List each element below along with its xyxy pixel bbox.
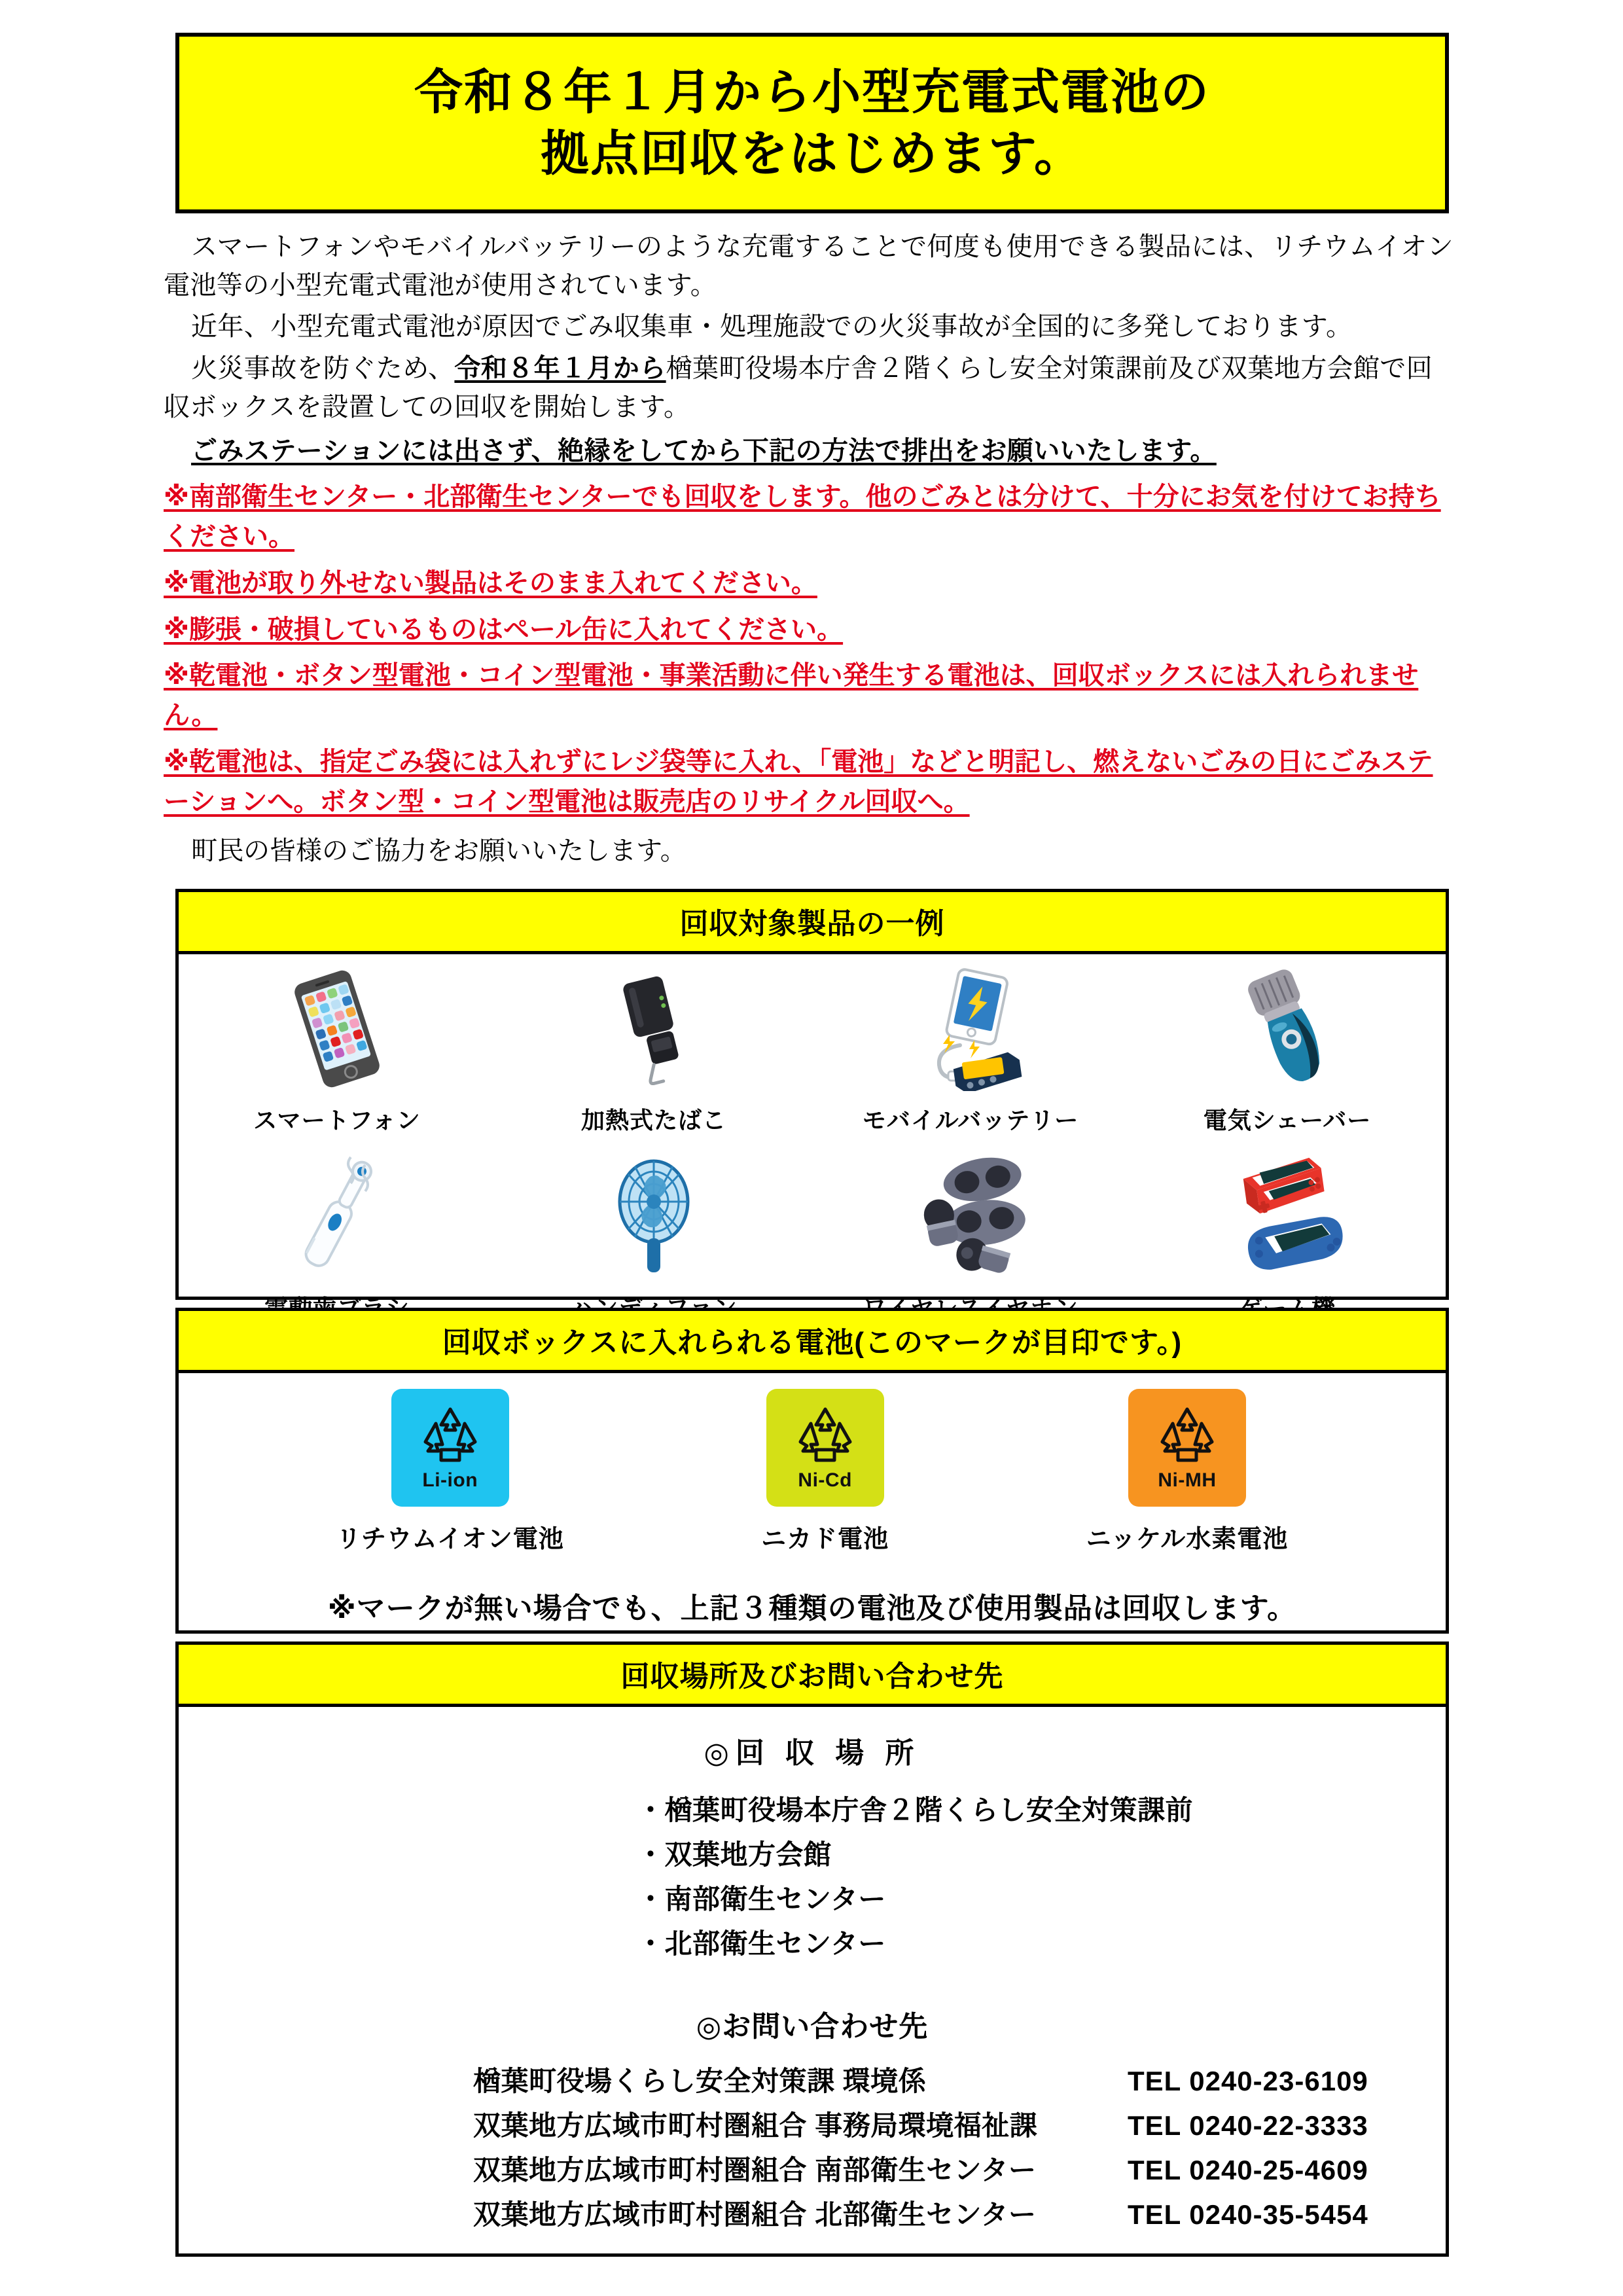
battery-label: リチウムイオン電池 (336, 1526, 564, 1553)
contact-tel: TEL 0240-35-5454 (1128, 2199, 1368, 2231)
p3-prefix: 火災事故を防ぐため、 (191, 353, 455, 383)
recycle-icon (418, 1404, 483, 1467)
product-item-handy-fan (495, 1142, 812, 1330)
warning-line-3 (164, 610, 1457, 650)
wireless-earphones-icon (899, 1151, 1043, 1282)
intro-emphasis-line: ごみステーションには出さず、絶縁をしてから下記の方法で排出をお願いいたします。 (191, 436, 1217, 465)
warning-line-3-text: ※膨張・破損しているものはペール缶に入れてください。 (164, 615, 844, 644)
locations-contact-section (175, 1641, 1449, 2257)
contact-name: 双葉地方広域市町村圏組合 北部衛生センター (473, 2199, 1037, 2231)
battery-tile (391, 1389, 509, 1507)
recycle-icon (793, 1404, 858, 1467)
products-row-1 (179, 954, 1446, 1142)
recycle-icon (1154, 1404, 1220, 1467)
warning-line-4 (164, 656, 1457, 736)
battery-marks-row (179, 1373, 1446, 1558)
contact-tel: TEL 0240-22-3333 (1128, 2110, 1368, 2142)
product-label: モバイルバッテリー (862, 1107, 1079, 1134)
battery-tile (1128, 1389, 1246, 1507)
products-section (175, 889, 1449, 1300)
battery-mark-ni-cd (761, 1389, 889, 1554)
product-item-electric-toothbrush (179, 1142, 495, 1330)
contact-name: 双葉地方広域市町村圏組合 南部衛生センター (473, 2155, 1037, 2186)
smartphone-icon (265, 963, 409, 1094)
contact-heading: ◎お問い合わせ先 (696, 2011, 929, 2043)
intro-text-block (164, 228, 1457, 870)
contact-tel: TEL 0240-23-6109 (1128, 2066, 1368, 2097)
locations-content (179, 1707, 1446, 2263)
contact-tel: TEL 0240-25-4609 (1128, 2155, 1368, 2186)
product-item-smartphone (179, 954, 495, 1142)
collection-places-heading: ◎回 収 場 所 (704, 1737, 921, 1769)
product-label: スマートフォン (253, 1107, 421, 1134)
collection-place-item: ・南部衛生センター (637, 1884, 886, 1915)
product-label: 電気シェーバー (1203, 1107, 1372, 1134)
closing-request-line: 町民の皆様のご協力をお願いいたします。 (191, 836, 687, 865)
mobile-battery-icon (899, 963, 1043, 1094)
locations-band-title: 回収場所及びお問い合わせ先 (179, 1645, 1446, 1707)
collection-place-item: ・双葉地方会館 (637, 1839, 832, 1871)
intro-paragraph-2: 近年、小型充電式電池が原因でごみ収集車・処理施設での火災事故が全国的に多発しております。 (191, 312, 1353, 342)
warning-line-1-text: ※南部衛生センター・北部衛生センターでも回収をします。他のごみとは分けて、十分にお気を付けてお持ちください。 (164, 482, 1441, 551)
title-banner (175, 33, 1449, 213)
collection-place-item: ・北部衛生センター (637, 1928, 886, 1960)
contact-name: 楢葉町役場くらし安全対策課 環境係 (473, 2066, 927, 2097)
product-item-heated-tobacco (495, 954, 812, 1142)
products-row-2 (179, 1142, 1446, 1330)
battery-label: ニッケル水素電池 (1086, 1526, 1289, 1553)
p3-start-date: 令和８年１月から (454, 353, 666, 383)
product-item-mobile-battery (812, 954, 1129, 1142)
handy-fan-icon (582, 1151, 726, 1282)
battery-code: Ni-Cd (798, 1469, 852, 1491)
product-item-electric-shaver (1129, 954, 1446, 1142)
contact-row (179, 2059, 1446, 2104)
collection-place-item: ・楢葉町役場本庁舎２階くらし安全対策課前 (637, 1795, 1194, 1825)
game-console-icon (1215, 1151, 1359, 1282)
battery-code: Ni-MH (1158, 1469, 1217, 1491)
electric-shaver-icon (1215, 963, 1359, 1094)
contact-name: 双葉地方広域市町村圏組合 事務局環境福祉課 (473, 2110, 1038, 2142)
contact-row (179, 2104, 1446, 2148)
battery-mark-note: ※マークが無い場合でも、上記３種類の電池及び使用製品は回収します。 (327, 1592, 1297, 1624)
electric-toothbrush-icon (265, 1151, 409, 1282)
p3-suffix: 楢葉町役場本庁舎２階くらし安全対策課前及び双葉地方会館で回収ボックスを設置しての回収を開始します。 (164, 353, 1433, 422)
battery-mark-ni-mh (1086, 1389, 1289, 1554)
title-line-1: 令和８年１月から小型充電式電池の (414, 65, 1210, 120)
warning-line-1 (164, 477, 1457, 557)
battery-marks-section (175, 1308, 1449, 1634)
intro-paragraph-4 (164, 432, 1457, 471)
battery-label: ニカド電池 (761, 1526, 889, 1553)
battery-band-title: 回収ボックスに入れられる電池(このマークが目印です。) (179, 1311, 1446, 1373)
warning-line-2 (164, 564, 1457, 603)
heated-tobacco-icon (582, 963, 726, 1094)
battery-tile (766, 1389, 884, 1507)
contact-row (179, 2193, 1446, 2237)
product-item-wireless-earphones (812, 1142, 1129, 1330)
product-item-game-console (1129, 1142, 1446, 1330)
contact-row (179, 2148, 1446, 2193)
product-label: 加熱式たばこ (580, 1107, 726, 1134)
intro-paragraph-1: スマートフォンやモバイルバッテリーのような充電することで何度も使用できる製品には、リチウムイオン電池等の小型充電式電池が使用されています。 (164, 232, 1454, 300)
products-band-title: 回収対象製品の一例 (179, 892, 1446, 954)
intro-paragraph-3 (164, 350, 1457, 427)
warning-line-5-text: ※乾電池は、指定ごみ袋には入れずにレジ袋等に入れ、「電池」などと明記し、燃えないごみの日にごみステーションへ。ボタン型・コイン型電池は販売店のリサイクル回収へ。 (164, 747, 1433, 816)
battery-mark-li-ion (336, 1389, 564, 1554)
warning-line-2-text: ※電池が取り外せない製品はそのまま入れてください。 (164, 568, 817, 598)
warning-line-4-text: ※乾電池・ボタン型電池・コイン型電池・事業活動に伴い発生する電池は、回収ボックスには入れられません。 (164, 661, 1419, 730)
battery-code: Li-ion (422, 1469, 478, 1491)
warning-line-5 (164, 742, 1457, 822)
title-line-2: 拠点回収をはじめます。 (540, 126, 1084, 181)
